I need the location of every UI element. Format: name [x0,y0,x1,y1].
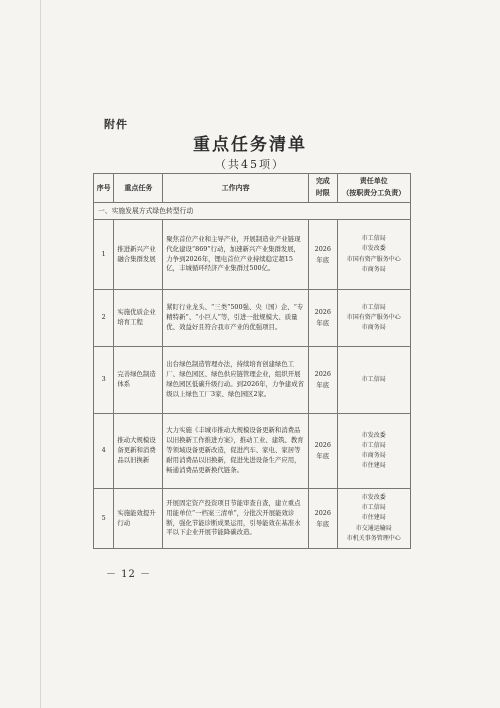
table-row [94,414,411,489]
section-row [94,203,411,220]
deadline-suffix: 年底 [316,452,330,460]
header-number: 序号 [94,174,114,203]
row-deadline [309,414,338,489]
row-units [337,489,410,549]
table-row [94,489,411,549]
header-unit [337,174,410,203]
unit-item: 市工信局 [361,375,386,383]
table-row [94,290,411,347]
unit-item: 市发改委 [361,431,386,439]
row-task: 实施能效提升行动 [114,489,163,549]
unit-item: 市国有资产服务中心 [346,255,401,263]
header-deadline [309,174,338,203]
page-fold-line [40,0,41,708]
row-number: 4 [94,414,114,489]
deadline-year: 2026 [314,370,331,379]
deadline-suffix: 年底 [316,519,330,528]
deadline-suffix: 年底 [316,255,330,264]
section-heading: 一、实施发展方式绿色转型行动 [94,203,411,220]
header-content: 工作内容 [163,174,309,203]
deadline-year: 2026 [314,441,331,450]
row-deadline [309,290,338,347]
page-number: － 12 － [106,569,152,580]
deadline-year: 2026 [314,244,331,253]
row-deadline [309,220,338,290]
table-row [94,220,411,290]
deadline-suffix: 年底 [316,319,330,327]
deadline-suffix: 年底 [316,381,330,389]
row-content: 出台绿色制造管理办法，持续培育创建绿色工厂、绿色园区、绿色供应链管理企业，组织开展绿色园区低碳升级行动。到2026年，力争建成省级以上绿色工厂3家、绿色园区2家。 [163,347,309,414]
header-deadline-line: 完成 [315,177,330,186]
attachment-label: 附件 [104,118,128,131]
unit-item: 市发改委 [361,494,386,502]
row-task: 完善绿色制造体系 [114,347,163,414]
row-content: 大力实施《丰城市推动大规模设备更新和消费品以旧换新工作推进方案》，推动工业、建筑、教育等领域设备更新改造，促进汽车、家电、家居等耐用消费品以旧换新，促进先进设备生产应用，畅通消费品更新换代链条。 [163,414,309,489]
unit-item: 市住建局 [361,462,386,470]
row-number: 5 [94,489,114,549]
unit-item: 市国有资产服务中心 [346,313,401,321]
row-task: 实施优质企业培育工程 [114,290,163,347]
row-units [337,220,410,290]
page-subtitle: （共45项） [215,158,285,171]
row-content: 开展固定资产投资项目节能审查自查，建立重点用能单位“一档案三清单”，分批次开展能效诊断，强化节能诊断成果运用，引导能效在基准水平以下企业开展节能降碳改造。 [163,489,309,549]
unit-item: 市交通运输局 [355,524,392,532]
unit-item: 市工信局 [361,504,386,512]
row-content: 紧盯行业龙头、“三类”500强、央（国）企、“专精特新”、“小巨人”等，引进一批规模大、质量优、效益好且符合我市产业的优强项目。 [163,290,309,347]
deadline-year: 2026 [314,508,331,517]
row-deadline [309,347,338,414]
row-deadline [309,489,338,549]
row-units [337,290,410,347]
unit-item: 市住建局 [361,514,386,522]
unit-item: 市工信局 [361,441,386,449]
page-title: 重点任务清单 [193,135,307,155]
unit-item: 市商务局 [361,452,386,459]
unit-item: 市工信局 [361,303,386,311]
header-task: 重点任务 [114,174,163,203]
header-unit-line: 责任单位 [359,177,388,186]
header-deadline-line: 时限 [315,189,330,197]
task-table [93,173,411,549]
unit-item: 市机关事务管理中心 [346,534,401,542]
row-number: 2 [94,290,114,347]
unit-item: 市商务局 [361,265,386,273]
row-number: 1 [94,220,114,290]
row-units [337,414,410,489]
row-units [337,347,410,414]
table-header-row [94,174,411,203]
deadline-year: 2026 [314,308,331,317]
row-task: 推进新兴产业融合集群发展 [114,220,163,290]
unit-item: 市商务局 [361,324,386,332]
row-content: 聚焦首位产业和主导产业，开展制造业产业链现代化建设“869”行动，加速新兴产业集群发展，力争到2026年，锂电首位产业持续稳定超15亿，丰城循环经济产业集群过500亿。 [163,220,309,290]
unit-item: 市工信局 [361,235,386,243]
row-task: 推动大规模设备更新和消费品以旧换新 [114,414,163,489]
header-unit-line: （按职责分工负责） [342,189,406,197]
table-row [94,347,411,414]
row-number: 3 [94,347,114,414]
unit-item: 市发改委 [361,245,386,253]
